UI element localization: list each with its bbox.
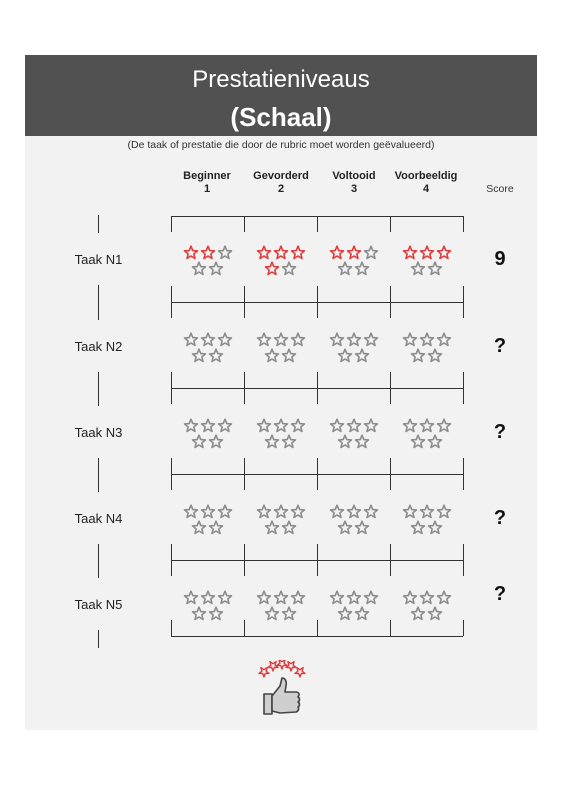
star-icon: [356, 435, 369, 447]
grid-tick: [244, 474, 245, 490]
star-icon: [331, 246, 344, 258]
star-icon: [421, 246, 434, 258]
star-icon: [219, 419, 232, 431]
star-rating-cell[interactable]: [402, 416, 462, 452]
star-icon: [219, 591, 232, 603]
star-icon: [348, 505, 361, 517]
row-divider-mark: [98, 215, 99, 233]
grid-tick: [390, 544, 391, 560]
star-icon: [292, 505, 305, 517]
grid-tick: [463, 216, 464, 232]
star-icon: [219, 505, 232, 517]
grid-tick: [463, 286, 464, 302]
grid-tick: [171, 302, 172, 318]
grid-tick: [244, 544, 245, 560]
star-icon: [348, 246, 361, 258]
star-icon: [258, 419, 271, 431]
star-icon: [348, 419, 361, 431]
grid-tick: [171, 620, 172, 636]
star-rating-cell[interactable]: [329, 416, 389, 452]
star-icon: [292, 419, 305, 431]
grid-tick: [171, 474, 172, 490]
grid-tick: [390, 302, 391, 318]
star-icon: [356, 521, 369, 533]
star-rating-cell[interactable]: [256, 502, 316, 538]
star-icon: [258, 591, 271, 603]
star-icon: [266, 607, 279, 619]
grid-tick: [317, 372, 318, 388]
star-icon: [193, 262, 206, 274]
grid-tick: [463, 544, 464, 560]
star-icon: [202, 246, 215, 258]
task-score-3[interactable]: ?: [493, 421, 507, 443]
grid-tick: [317, 216, 318, 232]
star-rating-cell[interactable]: [402, 330, 462, 366]
star-icon: [365, 505, 378, 517]
star-icon: [412, 435, 425, 447]
star-icon: [185, 505, 198, 517]
star-icon: [356, 607, 369, 619]
grid-tick: [171, 286, 172, 302]
star-icon: [266, 435, 279, 447]
page-subtitle: (Schaal): [230, 102, 332, 132]
grid-tick: [317, 474, 318, 490]
row-divider-mark: [98, 474, 99, 492]
column-name: Beginner: [183, 170, 231, 182]
page-title: Prestatieniveaus: [192, 66, 370, 93]
star-icon: [429, 262, 442, 274]
star-rating-cell[interactable]: [183, 416, 243, 452]
grid-tick: [390, 560, 391, 576]
column-level: 1: [203, 183, 211, 195]
task-label-3: Taak N3: [74, 425, 123, 440]
row-divider-mark: [98, 285, 99, 303]
star-icon: [258, 333, 271, 345]
star-icon: [404, 333, 417, 345]
star-icon: [193, 521, 206, 533]
star-icon: [412, 349, 425, 361]
star-icon: [356, 262, 369, 274]
grid-tick: [390, 620, 391, 636]
task-label-4: Taak N4: [74, 511, 123, 526]
star-icon: [339, 349, 352, 361]
star-icon: [339, 607, 352, 619]
grid-tick: [244, 286, 245, 302]
task-label-5: Taak N5: [74, 597, 123, 612]
column-header-3: [316, 170, 392, 196]
grid-tick: [317, 286, 318, 302]
star-icon: [193, 607, 206, 619]
star-icon: [283, 521, 296, 533]
star-icon: [219, 246, 232, 258]
grid-tick: [317, 560, 318, 576]
grid-tick: [463, 620, 464, 636]
star-icon: [404, 505, 417, 517]
grid-tick: [317, 388, 318, 404]
star-icon: [283, 435, 296, 447]
star-icon: [429, 435, 442, 447]
star-rating-cell[interactable]: [329, 243, 389, 279]
star-rating-cell[interactable]: [402, 588, 462, 624]
grid-tick: [463, 560, 464, 576]
star-icon: [438, 591, 451, 603]
star-rating-cell[interactable]: [256, 330, 316, 366]
star-icon: [365, 419, 378, 431]
star-icon: [185, 591, 198, 603]
grid-tick: [390, 458, 391, 474]
star-icon: [438, 333, 451, 345]
star-icon: [283, 262, 296, 274]
star-icon: [185, 333, 198, 345]
star-icon: [348, 333, 361, 345]
star-icon: [429, 607, 442, 619]
grid-tick: [171, 372, 172, 388]
column-level: 4: [422, 183, 430, 195]
star-icon: [412, 262, 425, 274]
grid-tick: [171, 388, 172, 404]
star-icon: [275, 419, 288, 431]
star-icon: [275, 505, 288, 517]
column-header-4: [388, 170, 464, 196]
grid-tick: [244, 372, 245, 388]
row-divider-mark: [98, 630, 99, 648]
star-icon: [258, 505, 271, 517]
grid-tick: [463, 302, 464, 318]
grid-tick: [390, 286, 391, 302]
star-rating-cell[interactable]: [329, 330, 389, 366]
star-icon: [292, 333, 305, 345]
star-icon: [438, 419, 451, 431]
column-header-1: [169, 170, 245, 196]
star-rating-cell[interactable]: [402, 243, 462, 279]
star-icon: [266, 262, 279, 274]
star-icon: [404, 246, 417, 258]
grid-tick: [317, 620, 318, 636]
star-icon: [266, 521, 279, 533]
star-icon: [202, 333, 215, 345]
star-icon: [421, 333, 434, 345]
star-icon: [348, 591, 361, 603]
star-icon: [202, 419, 215, 431]
star-icon: [283, 349, 296, 361]
star-icon: [292, 246, 305, 258]
grid-tick: [171, 458, 172, 474]
star-rating-cell[interactable]: [256, 243, 316, 279]
task-label-1: Taak N1: [74, 252, 123, 267]
star-rating-cell[interactable]: [329, 502, 389, 538]
star-icon: [421, 419, 434, 431]
star-icon: [412, 521, 425, 533]
star-rating-cell[interactable]: [183, 502, 243, 538]
star-icon: [185, 246, 198, 258]
column-name: Gevorderd: [253, 170, 309, 182]
star-icon: [275, 333, 288, 345]
star-rating-cell[interactable]: [402, 502, 462, 538]
star-icon: [193, 349, 206, 361]
star-icon: [429, 349, 442, 361]
star-icon: [356, 349, 369, 361]
star-icon: [266, 349, 279, 361]
star-icon: [275, 246, 288, 258]
star-icon: [193, 435, 206, 447]
star-icon: [210, 349, 223, 361]
task-score-5[interactable]: ?: [493, 583, 507, 605]
score-column-header: Score: [486, 183, 514, 195]
star-icon: [429, 521, 442, 533]
star-rating-cell[interactable]: [183, 243, 243, 279]
star-rating-cell[interactable]: [256, 416, 316, 452]
star-icon: [210, 262, 223, 274]
star-icon: [365, 246, 378, 258]
star-rating-cell[interactable]: [183, 588, 243, 624]
star-icon: [339, 521, 352, 533]
grid-tick: [390, 372, 391, 388]
rubric-sheet: [25, 55, 537, 730]
grid-tick: [244, 620, 245, 636]
grid-tick: [244, 216, 245, 232]
task-score-2[interactable]: ?: [493, 335, 507, 357]
page-note: (De taak of prestatie die door de rubric moet worden geëvalueerd): [127, 139, 435, 151]
star-icon: [202, 591, 215, 603]
star-icon: [258, 246, 271, 258]
row-divider-mark: [98, 388, 99, 406]
star-rating-cell[interactable]: [256, 588, 316, 624]
grid-tick: [463, 372, 464, 388]
star-icon: [404, 591, 417, 603]
star-icon: [210, 521, 223, 533]
star-icon: [185, 419, 198, 431]
star-rating-cell[interactable]: [183, 330, 243, 366]
star-icon: [438, 246, 451, 258]
grid-tick: [463, 458, 464, 474]
grid-tick: [244, 458, 245, 474]
grid-tick: [317, 544, 318, 560]
grid-tick: [390, 216, 391, 232]
star-icon: [202, 505, 215, 517]
task-score-1[interactable]: 9: [494, 248, 506, 270]
column-level: 3: [350, 183, 358, 195]
star-icon: [339, 435, 352, 447]
column-name: Voorbeeldig: [394, 170, 458, 182]
star-icon: [438, 505, 451, 517]
star-icon: [210, 607, 223, 619]
star-icon: [365, 591, 378, 603]
star-icon: [421, 505, 434, 517]
grid-tick: [171, 544, 172, 560]
grid-tick: [390, 474, 391, 490]
grid-tick: [463, 388, 464, 404]
star-icon: [339, 262, 352, 274]
star-icon: [331, 591, 344, 603]
column-level: 2: [277, 183, 285, 195]
grid-tick: [244, 302, 245, 318]
row-divider-mark: [98, 560, 99, 578]
star-icon: [210, 435, 223, 447]
grid-tick: [244, 560, 245, 576]
row-divider-mark: [98, 302, 99, 320]
star-icon: [292, 591, 305, 603]
column-header-2: [243, 170, 319, 196]
grid-tick: [317, 458, 318, 474]
grid-tick: [390, 388, 391, 404]
grid-tick: [244, 388, 245, 404]
column-name: Voltooid: [332, 170, 376, 182]
star-icon: [421, 591, 434, 603]
star-icon: [283, 607, 296, 619]
star-rating-cell[interactable]: [329, 588, 389, 624]
star-icon: [412, 607, 425, 619]
thumbs-up-stars-icon: [256, 660, 308, 720]
grid-tick: [317, 302, 318, 318]
grid-tick: [171, 560, 172, 576]
star-icon: [365, 333, 378, 345]
task-label-2: Taak N2: [74, 339, 123, 354]
star-icon: [219, 333, 232, 345]
grid-tick: [463, 474, 464, 490]
star-icon: [331, 505, 344, 517]
star-icon: [331, 419, 344, 431]
star-icon: [331, 333, 344, 345]
star-icon: [404, 419, 417, 431]
grid-tick: [171, 216, 172, 232]
star-icon: [275, 591, 288, 603]
task-score-4[interactable]: ?: [493, 507, 507, 529]
grid-line: [171, 636, 463, 637]
